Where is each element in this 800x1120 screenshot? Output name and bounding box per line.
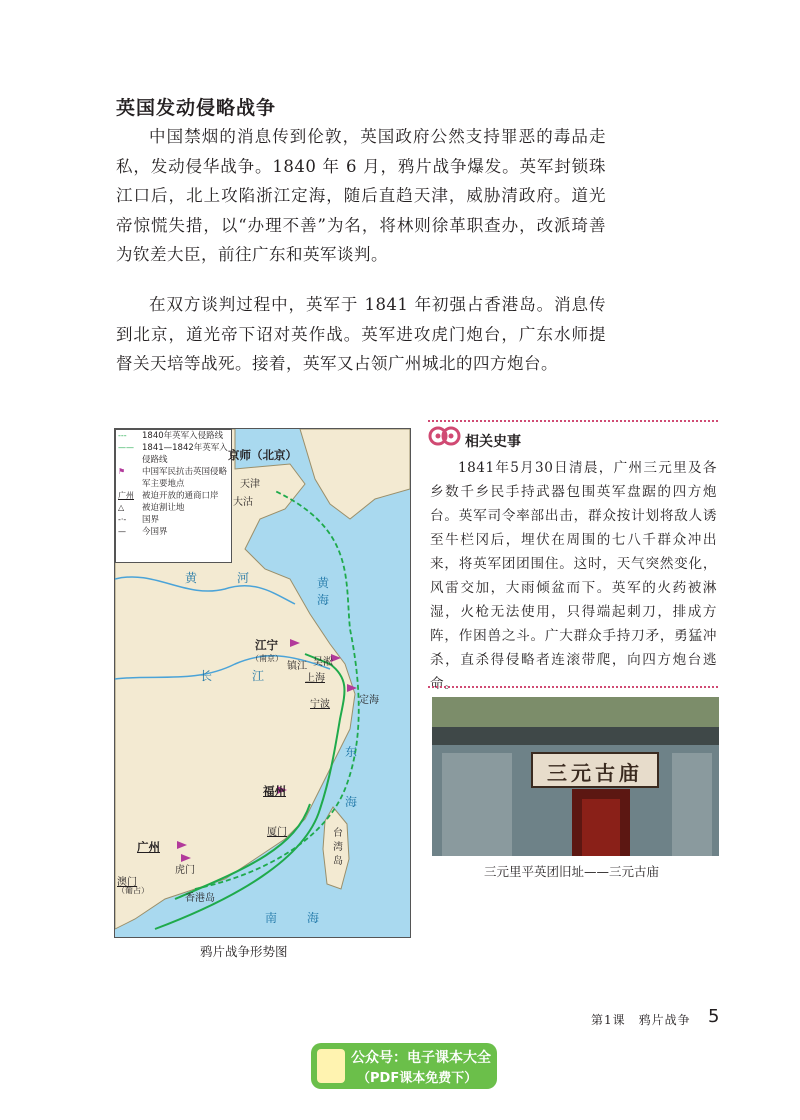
legend-row [116,466,231,490]
map-caption: 鸦片战争形势图 [200,944,288,959]
label-huanghai: 黄海 [317,576,368,607]
legend-label: 1840年英军入侵路线 [142,431,224,441]
temple-sign: 三元古庙 [547,761,643,785]
label-nanhai: 南海 [265,911,350,925]
label-donghai: 东海 [345,745,358,809]
paragraph-2: 在双方谈判过程中，英军于 1841 年初强占香港岛。消息传到北京，道光帝下诏对英作战。英军进攻虎门炮台，广东水师提督关天培等战死。接着，英军又占领广州城北的四方炮台。 [116,295,606,373]
legend-row [116,430,231,442]
swirl-icon [428,422,462,450]
page-number: 5 [708,1006,720,1027]
sidebar-body: 1841年5月30日清晨，广州三元里及各乡数千乡民手持武器包围英军盘踞的四方炮台。英军司令率部出击，群众按计划将敌人诱至牛栏冈后，埋伏在周围的七八千群众冲出来，将英军团团围住。这时，天气突然变化，风雷交加，大雨倾盆而下。英军的火药被淋湿，火枪无法使用，只得端起刺刀，排成方阵，作困兽之斗。广大群众手持刀矛，勇猛冲杀，直杀得侵略者连滚带爬，向四方炮台逃命。 [430,460,717,692]
place-jiangning: 江宁 [255,638,278,652]
section-heading: 英国发动侵略战争 [116,97,277,119]
legend-label: 今国界 [142,527,168,537]
legend-symbol: -·- [118,515,127,524]
legend-row [116,514,231,526]
place-hongkong: 香港岛 [185,893,215,904]
place-taiwan: 台湾岛 [333,828,343,867]
legend-row [116,490,231,502]
triangle-icon: △ [118,503,125,512]
legend-symbol: --- [118,431,127,440]
legend-label: 被迫割让地 [142,503,185,513]
place-dinghai: 定海 [359,695,379,706]
place-humen: 虎门 [175,865,195,876]
legend-label: 国界 [142,515,160,525]
place-dagu: 大沽 [233,497,253,508]
legend-row [116,502,231,514]
book-icon [317,1049,345,1083]
legend-symbol: —— [118,443,134,452]
temple-photo [432,697,719,856]
label-changjiang: 长江 [200,669,305,683]
place-zhenjiang: 镇江 [287,661,307,672]
photo-caption: 三元里平英团旧址——三元古庙 [484,864,660,879]
place-ningbo: 宁波 [310,699,330,710]
place-guangzhou: 广州 [137,840,160,854]
legend-row [116,526,231,538]
legend-label: 1841—1842年英军入侵路线 [142,443,228,465]
wechat-banner[interactable] [311,1043,497,1089]
opium-war-map [114,428,411,938]
label-huanghe: 黄河 [185,571,290,585]
place-beijing: 京师（北京） [228,448,297,462]
banner-line-1: 公众号：电子课本大全 [351,1050,491,1066]
map-legend [115,429,232,563]
place-tianjin: 天津 [240,479,260,490]
legend-symbol: 广州 [118,491,134,500]
place-nanjing: （南京） [251,654,283,663]
flag-icon: ⚑ [118,467,126,476]
place-fuzhou: 福州 [263,784,286,798]
place-xiamen: 厦门 [267,827,287,838]
sidebar-title: 相关史事 [465,434,521,450]
legend-symbol: — [118,527,126,536]
sidebar-top-rule [428,420,718,422]
legend-label: 被迫开放的通商口岸 [142,491,219,501]
legend-label: 中国军民抗击英国侵略军主要地点 [142,467,228,489]
banner-line-2: （PDF课本免费下） [357,1071,478,1086]
place-shanghai: 上海 [305,673,325,684]
paragraph-1: 中国禁烟的消息传到伦敦，英国政府公然支持罪恶的毒品走私，发动侵华战争。1840 年 6 月，鸦片战争爆发。英军封锁珠江口后，北上攻陷浙江定海，随后直趋天津，威胁清政府。道光帝惊慌失措，以“办理不善”为名，将林则徐革职查办，改派琦善为钦差大臣，前往广东和英军谈判。 [116,127,606,264]
place-macau-note: （葡占） [117,886,149,895]
place-wusong: 吴淞 [313,657,333,668]
legend-row [116,442,231,466]
lesson-footer: 第1课 鸦片战争 [591,1013,691,1027]
place-macau: 澳门 [117,877,137,888]
sidebar-bottom-rule [428,686,718,688]
liaodong-shape [300,429,410,519]
